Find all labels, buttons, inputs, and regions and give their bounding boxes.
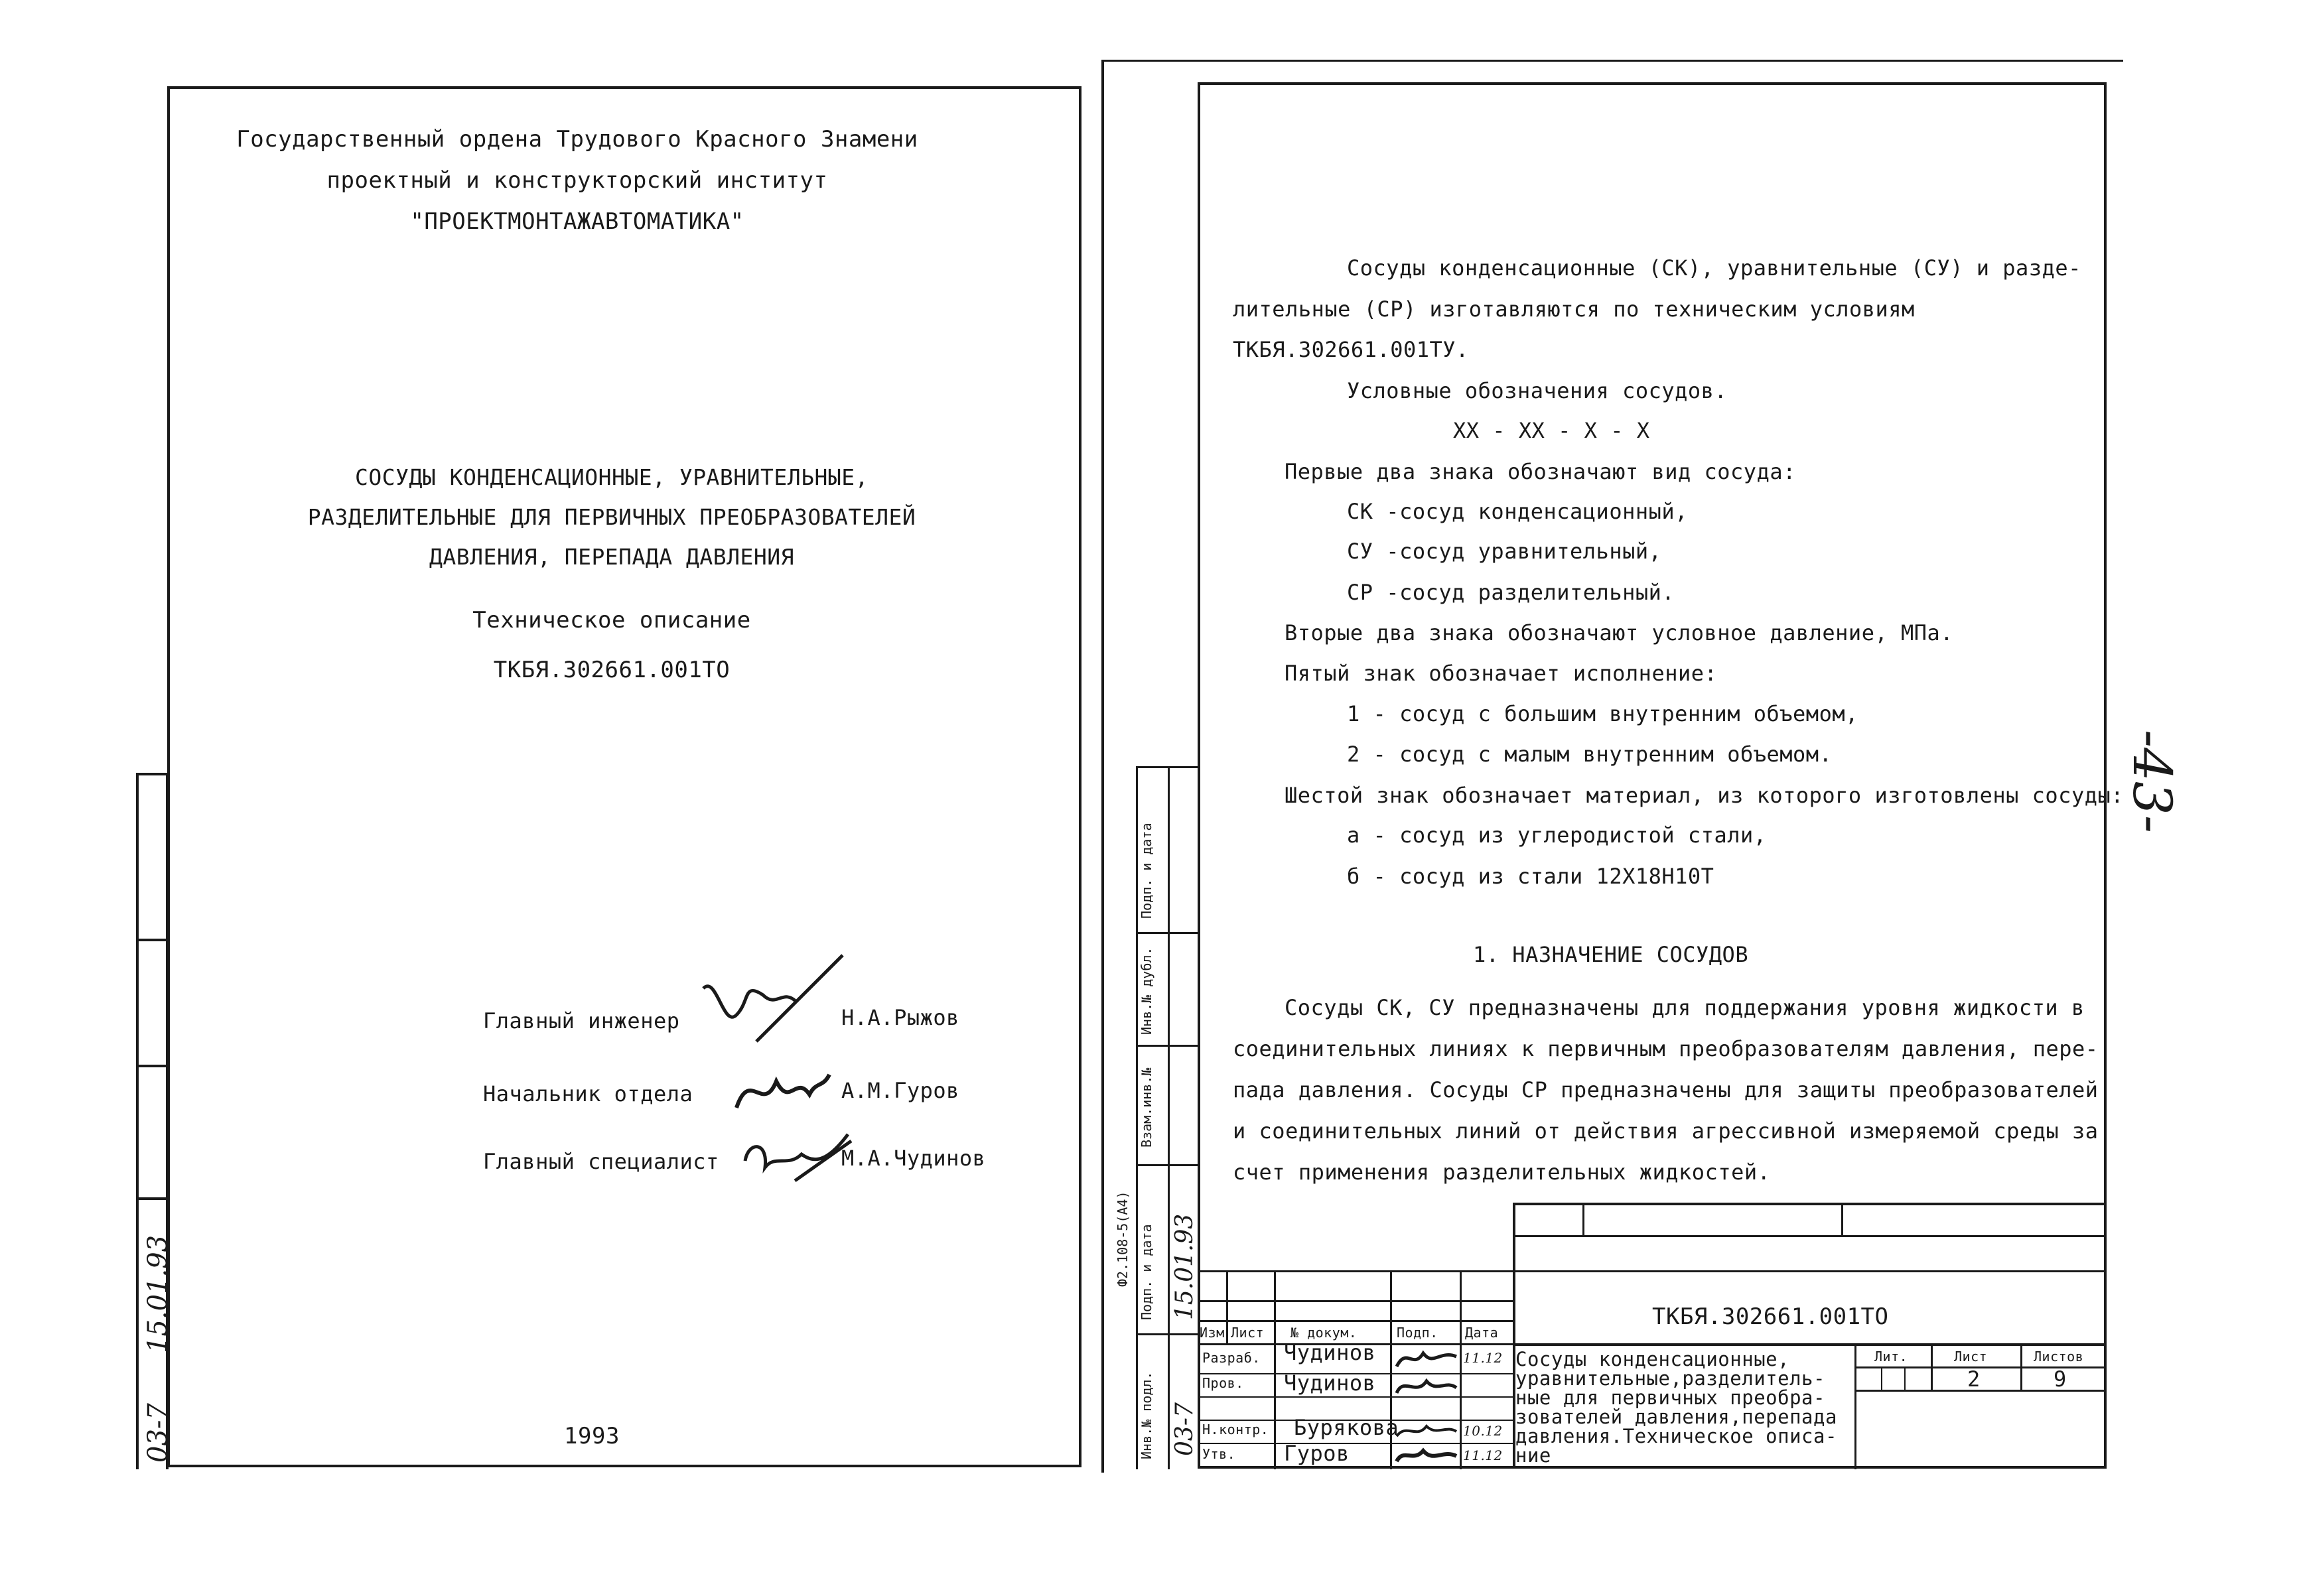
signature-nkontr [1393,1420,1460,1443]
desc-line-3: ные для первичных преобра- [1515,1386,1825,1409]
side-strip-top [1136,766,1199,768]
org-line-1: Государственный ордена Трудового Красного Знамени [236,126,918,153]
row-role-1: Разраб. [1202,1350,1261,1366]
cond-title: Условные обозначения сосудов. [1347,378,1728,403]
handwritten-code: 03-7 [1171,1402,1198,1456]
signature-chief-specialist [735,1128,855,1194]
handwritten-date: 15.01.93 [1171,1213,1198,1320]
left-page-frame [167,86,1081,1467]
row-role-3: Н.контр. [1202,1422,1269,1437]
material-b: б - сосуд из стали 12Х18Н10Т [1347,864,1714,889]
second-two-signs: Вторые два знака обозначают условное давление, МПа. [1285,620,1954,645]
head-izm: Изм [1200,1325,1225,1341]
variant-1: 1 - сосуд с большим внутренним объемом, [1347,701,1858,726]
org-line-2: проектный и конструкторский институт [326,167,828,194]
right-page-frame [1198,82,2107,1469]
intro-line-2: лительные (СР) изготавляются по техническим условиям [1233,297,1915,322]
type-su: СУ -сосуд уравнительный, [1347,539,1662,564]
label-vzam-inv: Взам.инв.№ [1139,1067,1154,1148]
desc-line-4: зователей давления,перепада [1515,1406,1837,1428]
side-strip-div-4 [1136,1333,1199,1335]
signature-razrab [1393,1343,1460,1373]
org-line-3: "ПРОЕКТМОНТАЖАВТОМАТИКА" [410,208,744,235]
signatory-role-3: Главный специалист [483,1149,719,1174]
left-stamp-number: 15.01.93 [143,1234,173,1353]
doc-title-line-1: СОСУДЫ КОНДЕНСАЦИОННЫЕ, УРАВНИТЕЛЬНЫЕ, [355,464,869,490]
first-two-signs: Первые два знака обозначают вид сосуда: [1285,459,1796,484]
sheets-value: 9 [2054,1366,2067,1392]
left-strip-h3 [136,1065,168,1067]
type-sr: СР -сосуд разделительный. [1347,580,1675,605]
left-strip-h2 [136,939,168,941]
label-inv-podl: Инв.№ подл. [1139,1371,1154,1459]
left-strip-h4 [136,1197,168,1200]
label-format: Ф2.108-5(А4) [1115,1191,1131,1287]
fifth-sign: Пятый знак обозначает исполнение: [1285,661,1718,686]
row-date-4: 11.12 [1463,1447,1503,1463]
page-number: -43- [2121,730,2183,833]
intro-line-3: ТКБЯ.302661.001ТУ. [1233,337,1469,362]
sheet-value: 2 [1967,1366,1981,1392]
variant-2: 2 - сосуд с малым внутренним объемом. [1347,742,1833,767]
purpose-line-3: пада давления. Сосуды СР предназначены для защиты преобразователей [1233,1077,2099,1102]
row-name-3: Бурякова [1294,1415,1399,1440]
doc-code: ТКБЯ.302661.001ТО [493,657,731,683]
purpose-line-1: Сосуды СК, СУ предназначены для поддержания уровня жидкости в [1285,995,2085,1020]
pattern: ХХ - ХХ - Х - Х [1453,418,1650,443]
signatory-role-2: Начальник отдела [483,1081,693,1106]
row-role-2: Пров. [1202,1375,1244,1391]
head-doc: № докум. [1290,1325,1358,1341]
row-name-4: Гуров [1284,1441,1350,1466]
signature-prov [1393,1373,1460,1400]
signatory-name-3: М.А.Чудинов [841,1146,986,1171]
label-podp-data-bottom: Подп. и дата [1139,1224,1154,1320]
purpose-line-2: соединительных линиях к первичным преобразователям давления, пере- [1233,1036,2099,1061]
signatory-name-2: А.М.Гуров [841,1078,959,1103]
side-strip-div-2 [1136,1045,1199,1047]
signature-dept-head [730,1061,836,1121]
page-divider [1101,60,1104,1473]
sixth-sign: Шестой знак обозначает материал, из которого изготовлены сосуды: [1285,783,2124,808]
label-inv-dubl: Инв.№ дубл. [1139,947,1154,1035]
intro-line-1: Сосуды конденсационные (СК), уравнительные (СУ) и разде- [1347,255,2081,281]
signature-utv [1393,1443,1460,1468]
side-strip-mid [1168,766,1170,1469]
purpose-line-5: счет применения разделительных жидкостей. [1233,1160,1771,1185]
type-sk: СК -сосуд конденсационный, [1347,499,1688,524]
doc-title-line-3: ДАВЛЕНИЯ, ПЕРЕПАДА ДАВЛЕНИЯ [429,544,794,570]
row-role-4: Утв. [1202,1446,1236,1462]
purpose-line-4: и соединительных линий от действия агрессивной измеряемой среды за [1233,1118,2099,1144]
side-strip-left [1136,766,1138,1469]
sheets-label: Листов [2034,1349,2084,1364]
lit-label: Лит. [1874,1349,1908,1364]
head-podp: Подп. [1397,1325,1438,1341]
head-data: Дата [1465,1325,1499,1341]
row-date-3: 10.12 [1463,1423,1503,1439]
row-name-2: Чудинов [1284,1370,1376,1396]
title-block-code: ТКБЯ.302661.001ТО [1652,1303,1889,1330]
row-date-1: 11.12 [1463,1350,1503,1366]
desc-line-2: уравнительные,разделитель- [1515,1367,1825,1390]
doc-title-line-2: РАЗДЕЛИТЕЛЬНЫЕ ДЛЯ ПЕРВИЧНЫХ ПРЕОБРАЗОВАТЕЛЕЙ [307,504,916,530]
sheet-label: Лист [1954,1349,1988,1364]
side-strip-div-1 [1136,932,1199,934]
left-strip-h1 [136,773,168,775]
side-strip-div-3 [1136,1164,1199,1166]
label-podp-data-top: Подп. и дата [1139,823,1154,919]
right-page-top-rule [1101,60,2123,62]
desc-line-1: Сосуды конденсационные, [1515,1348,1790,1370]
signature-chief-engineer [690,949,856,1061]
material-a: а - сосуд из углеродистой стали, [1347,823,1767,848]
doc-type: Техническое описание [472,607,751,633]
desc-line-5: давления.Техническое описа- [1515,1425,1837,1447]
left-stamp-code: 03-7 [143,1403,173,1463]
year: 1993 [564,1423,620,1449]
row-name-1: Чудинов [1284,1340,1376,1365]
desc-line-6: ние [1515,1444,1551,1467]
signatory-name-1: Н.А.Рыжов [841,1005,959,1030]
head-list: Лист [1231,1325,1265,1341]
section-heading: 1. НАЗНАЧЕНИЕ СОСУДОВ [1473,942,1749,967]
left-strip-inner [166,773,169,1469]
left-strip-outer [136,773,139,1469]
signatory-role-1: Главный инженер [483,1008,680,1033]
